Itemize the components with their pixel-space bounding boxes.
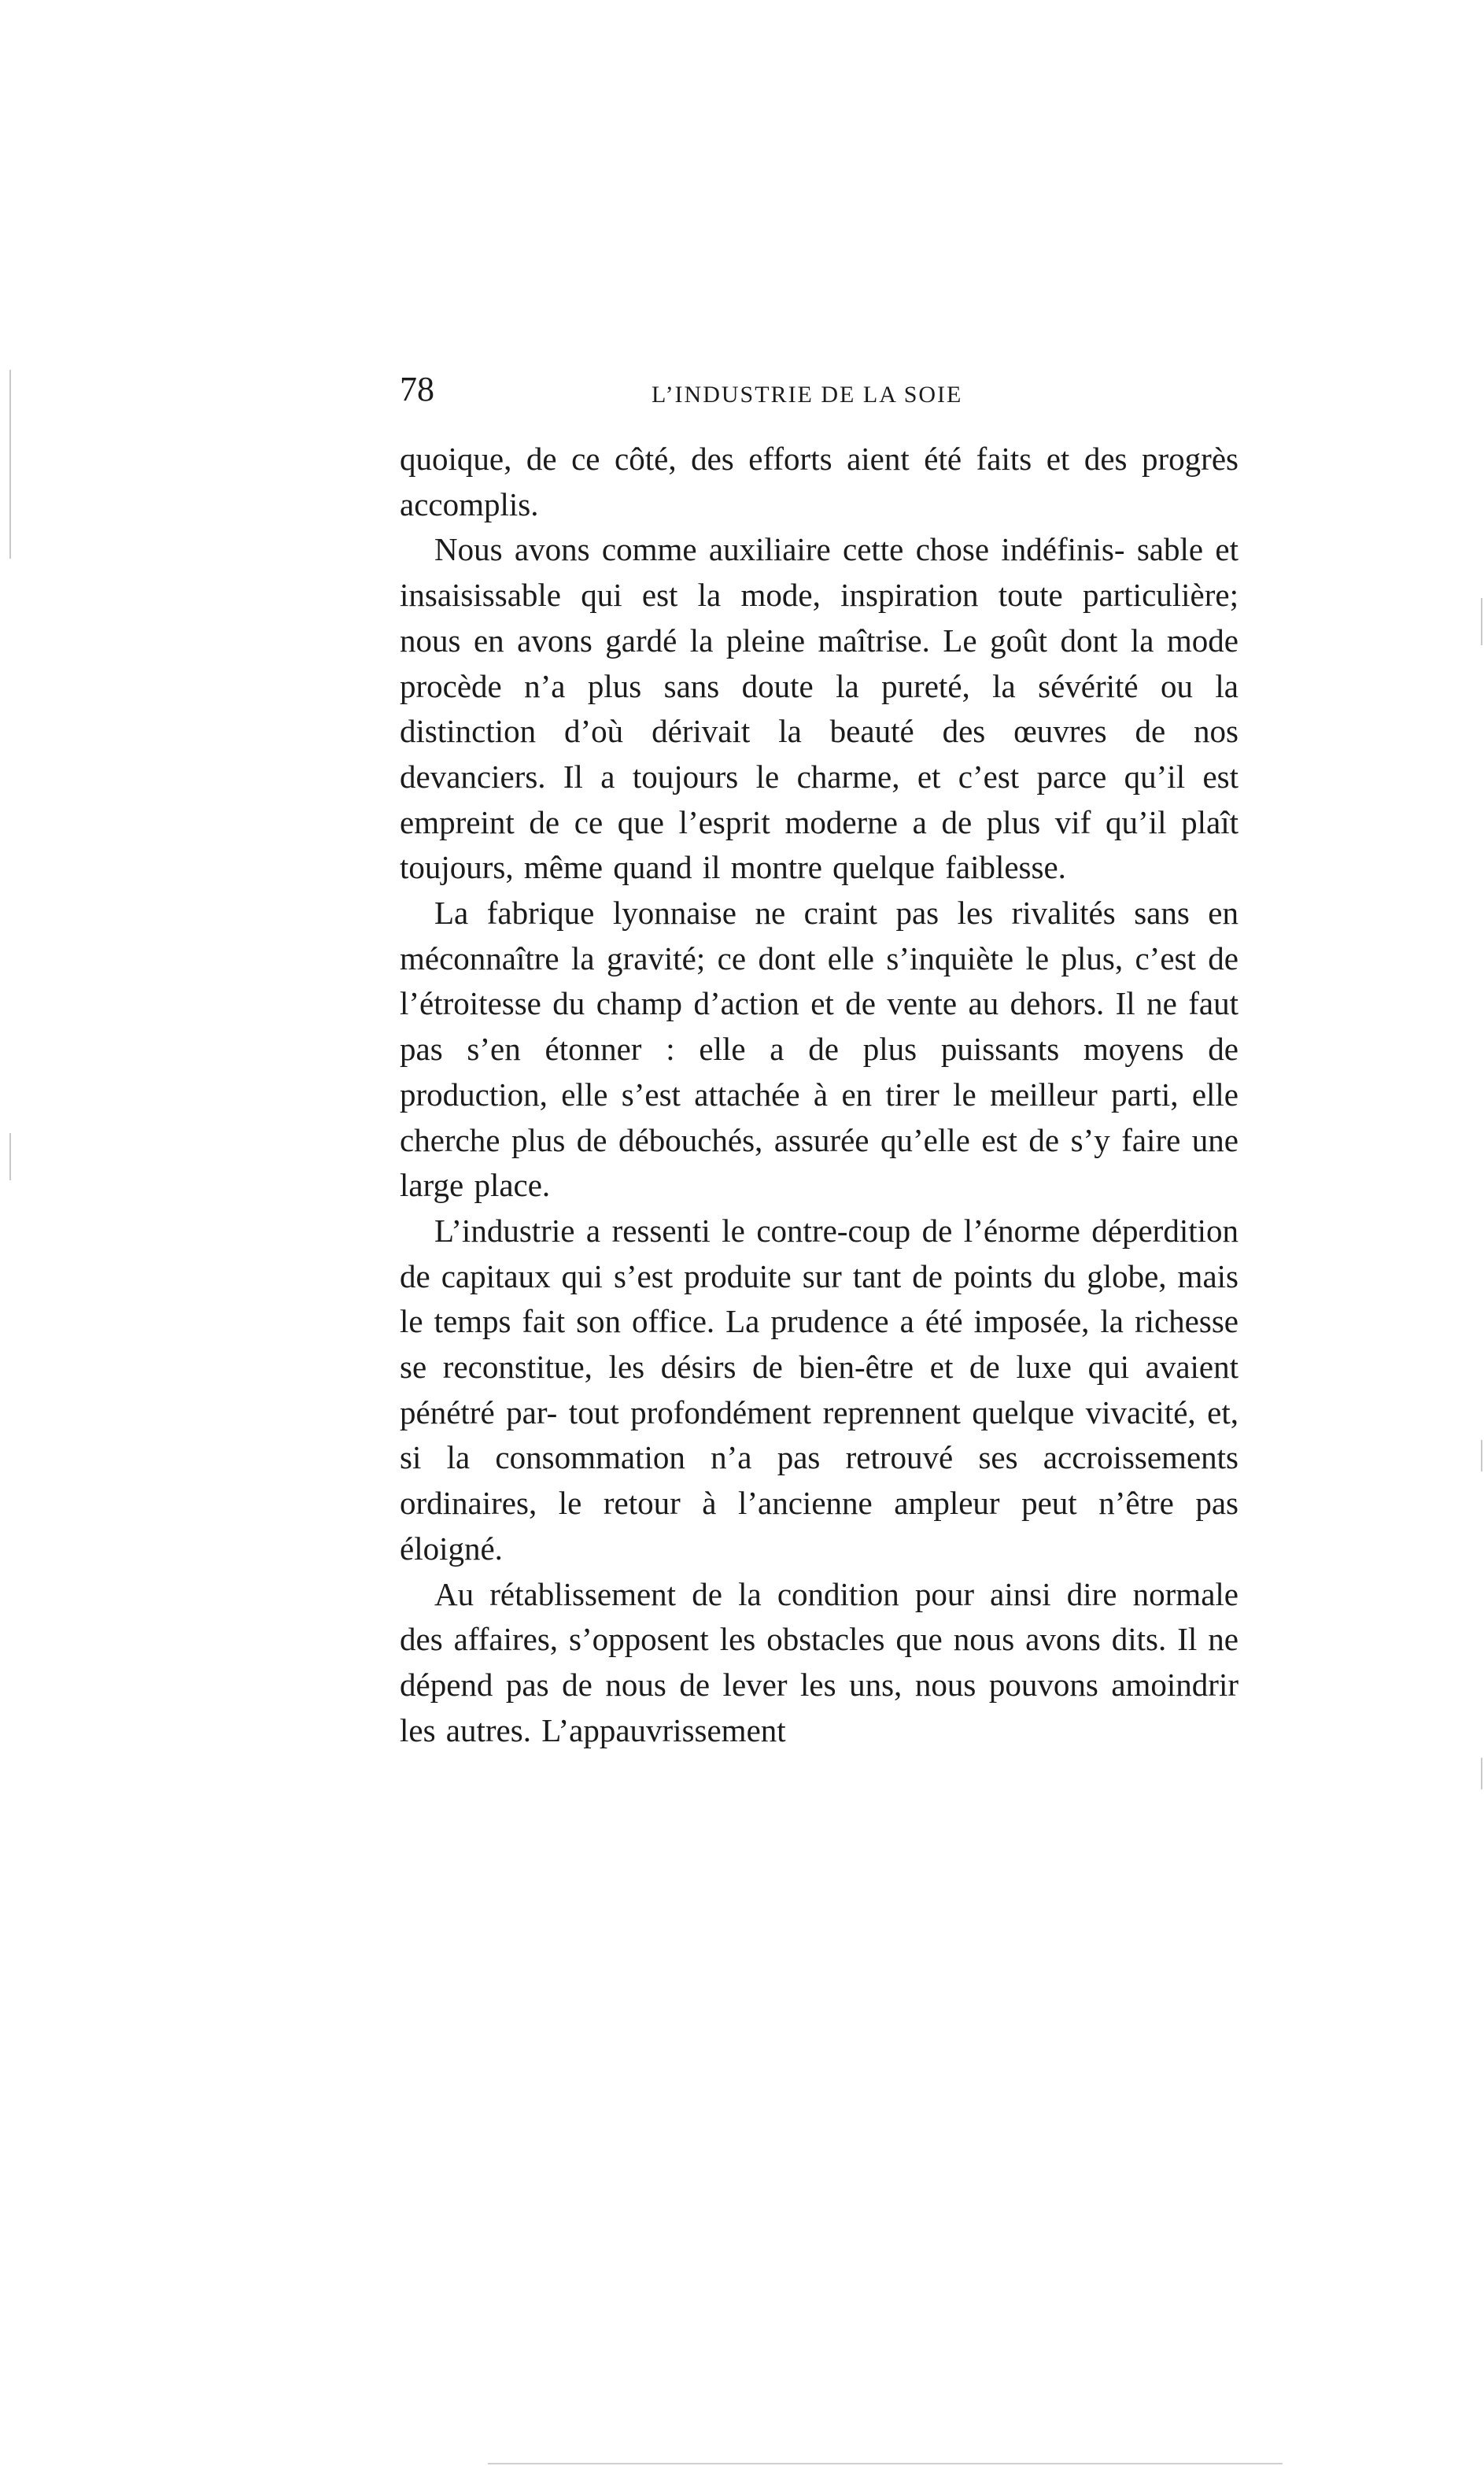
scan-edge-mark: [1481, 1440, 1482, 1471]
paragraph-4: L’industrie a ressenti le contre-coup de l’énorme déperdition de capitaux qui s’est produite sur tant de points du globe, mais le temps fait son office. La prudence a été imposée, la richesse se reconstitue, les désirs de bien-être et de luxe qui avaient pénétré par- tout profondément reprennent quelque vivacité, et, si la consommation n’a pas retrouvé ses accroissements ordinaires, le retour à l’ancienne ampleur peut n’être pas éloigné.: [400, 1212, 1239, 1567]
body-text: [400, 437, 1239, 1753]
paragraph-2: Nous avons comme auxiliaire cette chose indéfinis- sable et insaisissable qui est la mode, inspiration toute particulière; nous en avons gardé la pleine maîtrise. Le goût dont la mode procède n’a plus sans doute la pureté, la sévérité ou la distinction d’où dérivait la beauté des œuvres de nos devanciers. Il a toujours le charme, et c’est parce qu’il est empreint de ce que l’esprit moderne a de plus vif qu’il plaît toujours, même quand il montre quelque faiblesse.: [400, 531, 1239, 886]
scan-edge-mark: [1481, 1758, 1482, 1789]
scan-edge-mark: [9, 1133, 11, 1180]
paragraph-1: quoique, de ce côté, des efforts aient été faits et des progrès accomplis.: [400, 441, 1239, 522]
paragraph-3: La fabrique lyonnaise ne craint pas les rivalités sans en méconnaître la gravité; ce dont elle s’inquiète le plus, c’est de l’étroitesse du champ d’action et de vente au dehors. Il ne faut pas s’en étonner : elle a de plus puissants moyens de production, elle s’est attachée à en tirer le meilleur parti, elle cherche plus de débouchés, assurée qu’elle est de s’y faire une large place.: [400, 895, 1239, 1204]
page-number: 78: [400, 370, 434, 408]
scan-edge-mark: [9, 370, 11, 559]
page-header: [400, 364, 1246, 419]
paragraph-5: Au rétablissement de la condition pour ainsi dire normale des affaires, s’opposent les obstacles que nous avons dits. Il ne dépend pas de nous de lever les uns, nous pouvons amoindrir les autres. L’appauvrissement: [400, 1575, 1239, 1748]
running-title: L’INDUSTRIE DE LA SOIE: [652, 382, 963, 408]
scan-edge-mark: [1481, 598, 1482, 645]
bottom-edge-rule: [488, 2463, 1283, 2464]
